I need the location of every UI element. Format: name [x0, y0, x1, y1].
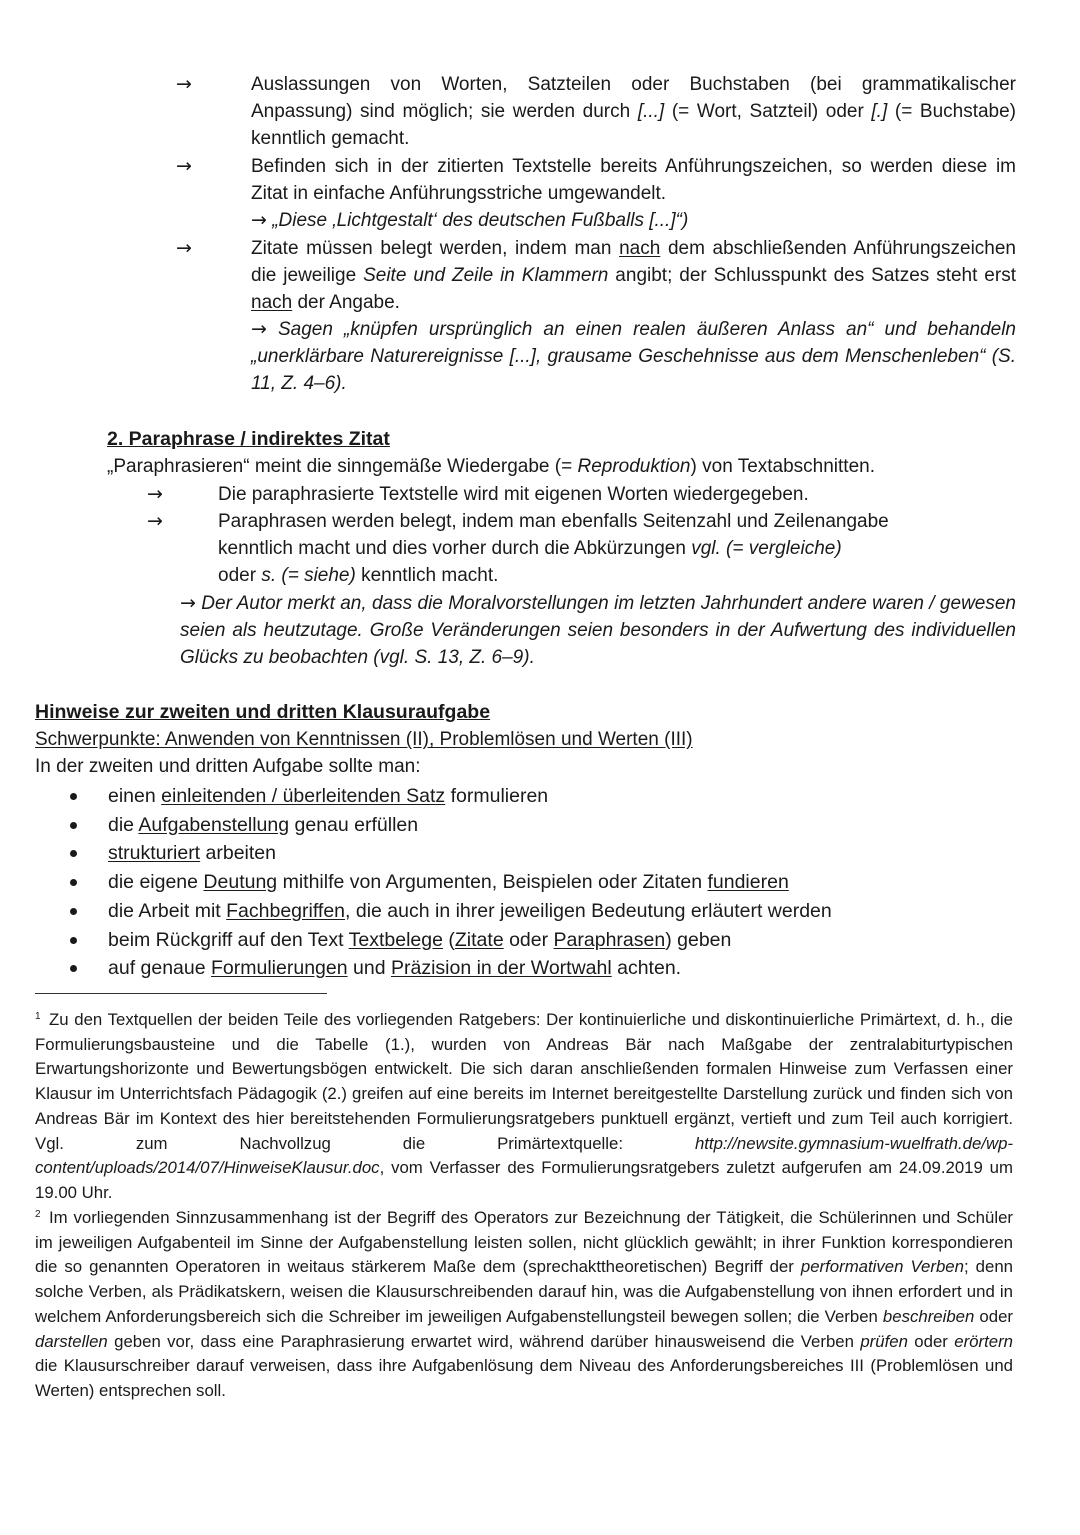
arrow-icon: → — [147, 510, 163, 532]
footnote-number: 1 — [35, 1011, 41, 1022]
list-item: einen einleitenden / überleitenden Satz formulieren — [62, 782, 832, 811]
paraphrase-rule-own-words — [147, 481, 947, 508]
list-item: auf genaue Formulierungen und Präzision in der Wortwahl achten. — [62, 954, 832, 983]
arrow-icon: → — [176, 237, 192, 259]
quote-rule-omissions — [176, 71, 1016, 153]
section-heading-hints: Hinweise zur zweiten und dritten Klausuraufgabe — [35, 701, 491, 723]
example-paraphrase: → Der Autor merkt an, dass die Moralvorstellungen im letzten Jahrhundert andere waren / gewesen seien als heutzutage. Große Veränderungen seien besonders in der Aufwertung des individuellen Glücks zu beobachten (vgl. S. 13, Z. 6–9). — [180, 592, 1016, 669]
bullet-icon — [70, 965, 77, 972]
footnote-number: 2 — [35, 1209, 41, 1220]
hints-focus: Schwerpunkte: Anwenden von Kenntnissen (II), Problemlösen und Werten (III) — [35, 729, 693, 750]
paraphrase-intro: „Paraphrasieren“ meint die sinngemäße Wiedergabe (= Reproduktion) von Textabschnitten. — [107, 456, 875, 477]
list-item: die eigene Deutung mithilfe von Argumenten, Beispielen oder Zitaten fundieren — [62, 868, 832, 897]
rule-text: Paraphrasen werden belegt, indem man ebenfalls Seitenzahl und Zeilenangabe kenntlich macht und dies vorher durch die Abkürzungen vgl. (= vergleiche) oder s. (= siehe) kenntlich macht. — [218, 511, 889, 586]
footnote-source-url: http://newsite.gymnasium-wuelfrath.de/wp-content/uploads/2014/07/HinweiseKlausur.doc — [35, 1133, 1013, 1178]
quote-rule-citation — [176, 235, 1016, 317]
section-heading-paraphrase: 2. Paraphrase / indirektes Zitat — [107, 428, 390, 450]
arrow-icon: → — [147, 483, 163, 505]
rule-text: Zitate müssen belegt werden, indem man nach dem abschließenden Anführungszeichen die jeweilige Seite und Zeile in Klammern angibt; der Schlusspunkt des Satzes steht erst nach der Angabe. — [251, 238, 1016, 314]
bullet-icon — [70, 793, 77, 800]
footnote-1: $^1$ Zu den Textquellen der beiden Teile des vorliegenden Ratgebers: Der kontinuierliche und diskontinuierliche Primärtext, d. h., die Formulierungsbausteine und die Tabelle (1.), wurden von Andreas Bär nach Maßgabe der zentralabiturtypischen Erwartungshorizonte und Bewertungsbögen entwickelt. Die sich daran anschließenden formalen Hinweise zum Verfassen einer Klausur im Unterrichtsfach Pädagogik (2.) greifen auf eine bereits im Internet bereitgestellte Darstellung zurück und finden sich von Andreas Bär im Kontext des hier bereitstehenden Formulierungsratgebers punktuell ergänzt, vertieft und zum Teil auch korrigiert. Vgl. zum Nachvollzug die Primärtextquelle: http://newsite.gymnasium-wuelfrath.de/wp-content/uploads/2014/07/HinweiseKlausur.doc, vom Verfasser des Formulierungsratgebers zuletzt aufgerufen am 24.09.2019 um 19.00 Uhr. — [35, 1008, 1013, 1206]
bullet-icon — [70, 908, 77, 915]
footnote-2: $^2$ Im vorliegenden Sinnzusammenhang ist der Begriff des Operators zur Bezeichnung der Tätigkeit, die Schülerinnen und Schüler im jeweiligen Aufgabenteil im Sinne der Aufgabenstellung leisten sollen, nicht glücklich gewählt; in ihrer Funktion korrespondieren die so genannten Operatoren in weitaus stärkerem Maße dem (sprechakttheoretischen) Begriff der performativen Verben; denn solche Verben, als Prädikatskern, weisen die Klausurschreibenden darauf hin, was die Aufgabenstellung von ihnen erfordert und in welchem Anforderungsbereich sich die Schreiber im jeweiligen Aufgabenstellungsteil bewegen sollen; die Verben beschreiben oder darstellen geben vor, dass eine Paraphrasierung erwartet wird, während darüber hinausweisend die Verben prüfen oder erörtern die Klausurschreiber darauf verweisen, dass ihre Aufgabenlösung dem Niveau des Anforderungsbereiches III (Problemlösen und Werten) entsprechen soll. — [35, 1206, 1013, 1404]
rule-text: Die paraphrasierte Textstelle wird mit eigenen Worten wiedergegeben. — [218, 484, 809, 505]
hints-intro: In der zweiten und dritten Aufgabe sollte man: — [35, 756, 421, 777]
list-item: beim Rückgriff auf den Text Textbelege (Zitate oder Paraphrasen) geben — [62, 926, 832, 955]
list-item: die Aufgabenstellung genau erfüllen — [62, 811, 832, 840]
arrow-icon: → — [180, 592, 196, 614]
arrow-icon: → — [176, 73, 192, 95]
bullet-icon — [70, 822, 77, 829]
arrow-icon: → — [251, 209, 267, 231]
rule-text: Befinden sich in der zitierten Textstelle bereits Anführungszeichen, so werden diese im Zitat in einfache Anführungsstriche umgewandelt. — [251, 156, 1016, 205]
arrow-icon: → — [251, 318, 267, 340]
arrow-icon: → — [176, 155, 192, 177]
footnote-separator — [35, 993, 327, 994]
bullet-icon — [70, 879, 77, 886]
bullet-icon — [70, 850, 77, 857]
rule-text: Auslassungen von Worten, Satzteilen oder Buchstaben (bei grammatikalischer Anpassung) sind möglich; sie werden durch [...] (= Wort, Satzteil) oder [.] (= Buchstabe) kenntlich gemacht. — [251, 74, 1017, 150]
list-item: die Arbeit mit Fachbegriffen, die auch in ihrer jeweiligen Bedeutung erläutert werden — [62, 897, 832, 926]
example-citation: → Sagen „knüpfen ursprünglich an einen realen äußeren Anlass an“ und behandeln „unerklärbare Naturereignisse [...], grausame Geschehnisse aus dem Menschenleben“ (S. 11, Z. 4–6). — [251, 318, 1016, 395]
list-item: strukturiert arbeiten — [62, 839, 832, 868]
hints-bullet-list — [62, 782, 832, 983]
quote-rule-inner-quotes — [176, 153, 1016, 207]
bullet-icon — [70, 937, 77, 944]
paraphrase-rule-citation — [147, 508, 947, 589]
example-inner-quotes: → „Diese ‚Lichtgestalt‘ des deutschen Fußballs [...]“) — [251, 209, 689, 231]
